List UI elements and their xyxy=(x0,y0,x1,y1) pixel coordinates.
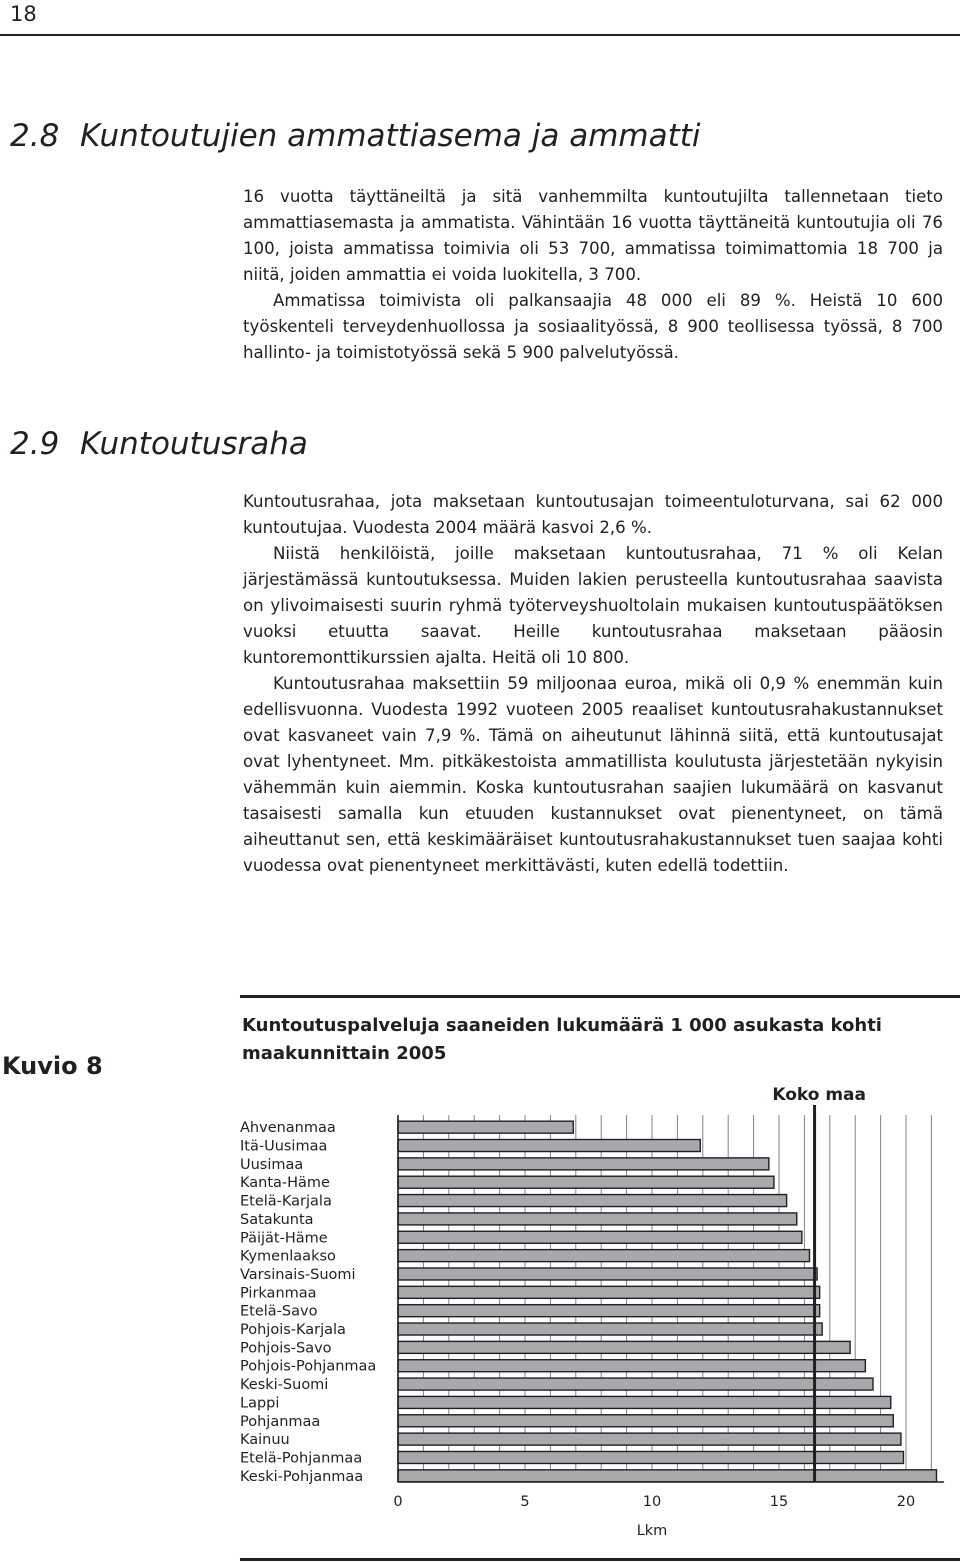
section-number: 2.8 xyxy=(10,118,60,154)
category-label: Kanta-Häme xyxy=(240,1175,330,1192)
section-heading-2-8 xyxy=(10,118,701,154)
reference-label: Koko maa xyxy=(772,1085,866,1105)
paragraph: Kuntoutusrahaa, jota maksetaan kuntoutusajan toimeentuloturvana, sai 62 000 kuntoutujaa. Vuodesta 2004 määrä kasvoi 2,6 %. xyxy=(243,492,943,537)
paragraph: Kuntoutusrahaa maksettiin 59 miljoonaa euroa, mikä oli 0,9 % enemmän kuin edellisvuonna. Vuodesta 1992 vuoteen 2005 reaaliset kuntoutusrahakustannukset ovat kasvaneet vain 7,9 %. Tämä on aiheutunut lähinnä siitä, että kuntoutusajat ovat lyhentyneet. Mm. pitkäkestoista ammatillista koulutusta järjestetään nykyisin vähemmän kuin aiemmin. Koska kuntoutusrahan saajien lukumäärä on kasvanut tasaisesti samalla kun etuuden kustannukset ovat pienentyneet, on tämä aiheuttanut sen, että keskimääräiset kuntoutusrahakustannukset tuen saajaa kohti vuodessa ovat pienentyneet merkittävästi, kuten edellä todettiin. xyxy=(243,674,943,875)
figure-label: Kuvio 8 xyxy=(2,1052,103,1080)
category-label: Keski-Suomi xyxy=(240,1377,329,1394)
bar-chart xyxy=(0,1070,960,1539)
x-tick-label: 5 xyxy=(520,1494,530,1510)
x-tick-label: 15 xyxy=(769,1494,789,1510)
bar xyxy=(398,1176,774,1188)
paragraph: Niistä henkilöistä, joille maksetaan kuntoutusrahaa, 71 % oli Kelan järjestämässä kuntoutuksessa. Muiden lakien perusteella kuntoutusrahaa saavista on ylivoimaisesti suurin ryhmä työterveyshuoltolain mukaisen kuntoutuspäätöksen vuoksi etuutta saavat. Heille kuntoutusrahaa maksetaan pääosin kuntoremonttikurssien ajalta. Heitä oli 10 800. xyxy=(243,544,943,667)
section-number: 2.9 xyxy=(10,426,60,462)
category-label: Pohjois-Pohjanmaa xyxy=(240,1358,377,1375)
paragraph: 16 vuotta täyttäneiltä ja sitä vanhemmilta kuntoutujilta tallennetaan tieto ammattiasemasta ja ammatista. Vähintään 16 vuotta täyttäneitä kuntoutujia oli 76 100, joista ammatissa toimivia oli 53 700, ammatissa toimimattomia 18 700 ja niitä, joiden ammattia ei voida luokitella, 3 700. xyxy=(243,187,943,284)
bar xyxy=(398,1470,936,1482)
bar xyxy=(398,1341,850,1353)
category-label: Etelä-Savo xyxy=(240,1303,318,1320)
bar xyxy=(398,1378,873,1390)
category-label: Lappi xyxy=(240,1395,280,1412)
category-label: Itä-Uusimaa xyxy=(240,1138,328,1155)
bar xyxy=(398,1286,820,1298)
bar xyxy=(398,1396,891,1408)
category-label: Pohjois-Savo xyxy=(240,1340,332,1357)
category-label: Päijät-Häme xyxy=(240,1230,328,1247)
category-label: Pohjanmaa xyxy=(240,1413,321,1430)
chart-title: Kuntoutuspalveluja saaneiden lukumäärä 1 000 asukasta kohti maakunnittain 2005 xyxy=(242,1015,882,1064)
category-label: Ahvenanmaa xyxy=(240,1120,336,1137)
bar xyxy=(398,1360,865,1372)
x-tick-label: 0 xyxy=(393,1494,403,1510)
paragraph: Ammatissa toimivista oli palkansaajia 48 000 eli 89 %. Heistä 10 600 työskenteli terveydenhuollossa ja sosiaalityössä, 8 900 teollisessa työssä, 8 700 hallinto- ja toimistotyössä sekä 5 900 palvelutyössä. xyxy=(243,291,943,362)
category-label: Pohjois-Karjala xyxy=(240,1322,346,1339)
bar xyxy=(398,1231,802,1243)
page-number: 18 xyxy=(10,2,37,26)
bar xyxy=(398,1140,700,1152)
section-2-9-body xyxy=(243,489,943,879)
section-2-8-body xyxy=(243,184,943,366)
bar xyxy=(398,1158,769,1170)
bar xyxy=(398,1415,893,1427)
category-label: Kainuu xyxy=(240,1432,290,1449)
section-title: Kuntoutujien ammattiasema ja ammatti xyxy=(80,118,701,154)
section-title: Kuntoutusraha xyxy=(80,426,308,462)
figure-bottom-rule xyxy=(240,1558,960,1561)
bar xyxy=(398,1305,820,1317)
category-label: Etelä-Pohjanmaa xyxy=(240,1450,363,1467)
category-label: Varsinais-Suomi xyxy=(240,1266,356,1283)
category-label: Keski-Pohjanmaa xyxy=(240,1468,364,1485)
category-label: Kymenlaakso xyxy=(240,1248,336,1265)
bar xyxy=(398,1323,822,1335)
figure-top-rule xyxy=(240,995,960,998)
top-rule xyxy=(0,34,960,36)
bar xyxy=(398,1121,573,1133)
section-heading-2-9 xyxy=(10,426,308,462)
category-label: Uusimaa xyxy=(240,1156,304,1173)
bar xyxy=(398,1195,787,1207)
x-tick-label: 20 xyxy=(896,1494,916,1510)
bar xyxy=(398,1250,809,1262)
x-tick-label: 10 xyxy=(642,1494,662,1510)
bar xyxy=(398,1451,903,1463)
bar xyxy=(398,1433,901,1445)
bar xyxy=(398,1268,817,1280)
category-label: Satakunta xyxy=(240,1211,314,1228)
x-axis-label: Lkm xyxy=(636,1523,668,1539)
category-label: Etelä-Karjala xyxy=(240,1193,332,1210)
category-label: Pirkanmaa xyxy=(240,1285,317,1302)
bar xyxy=(398,1213,797,1225)
